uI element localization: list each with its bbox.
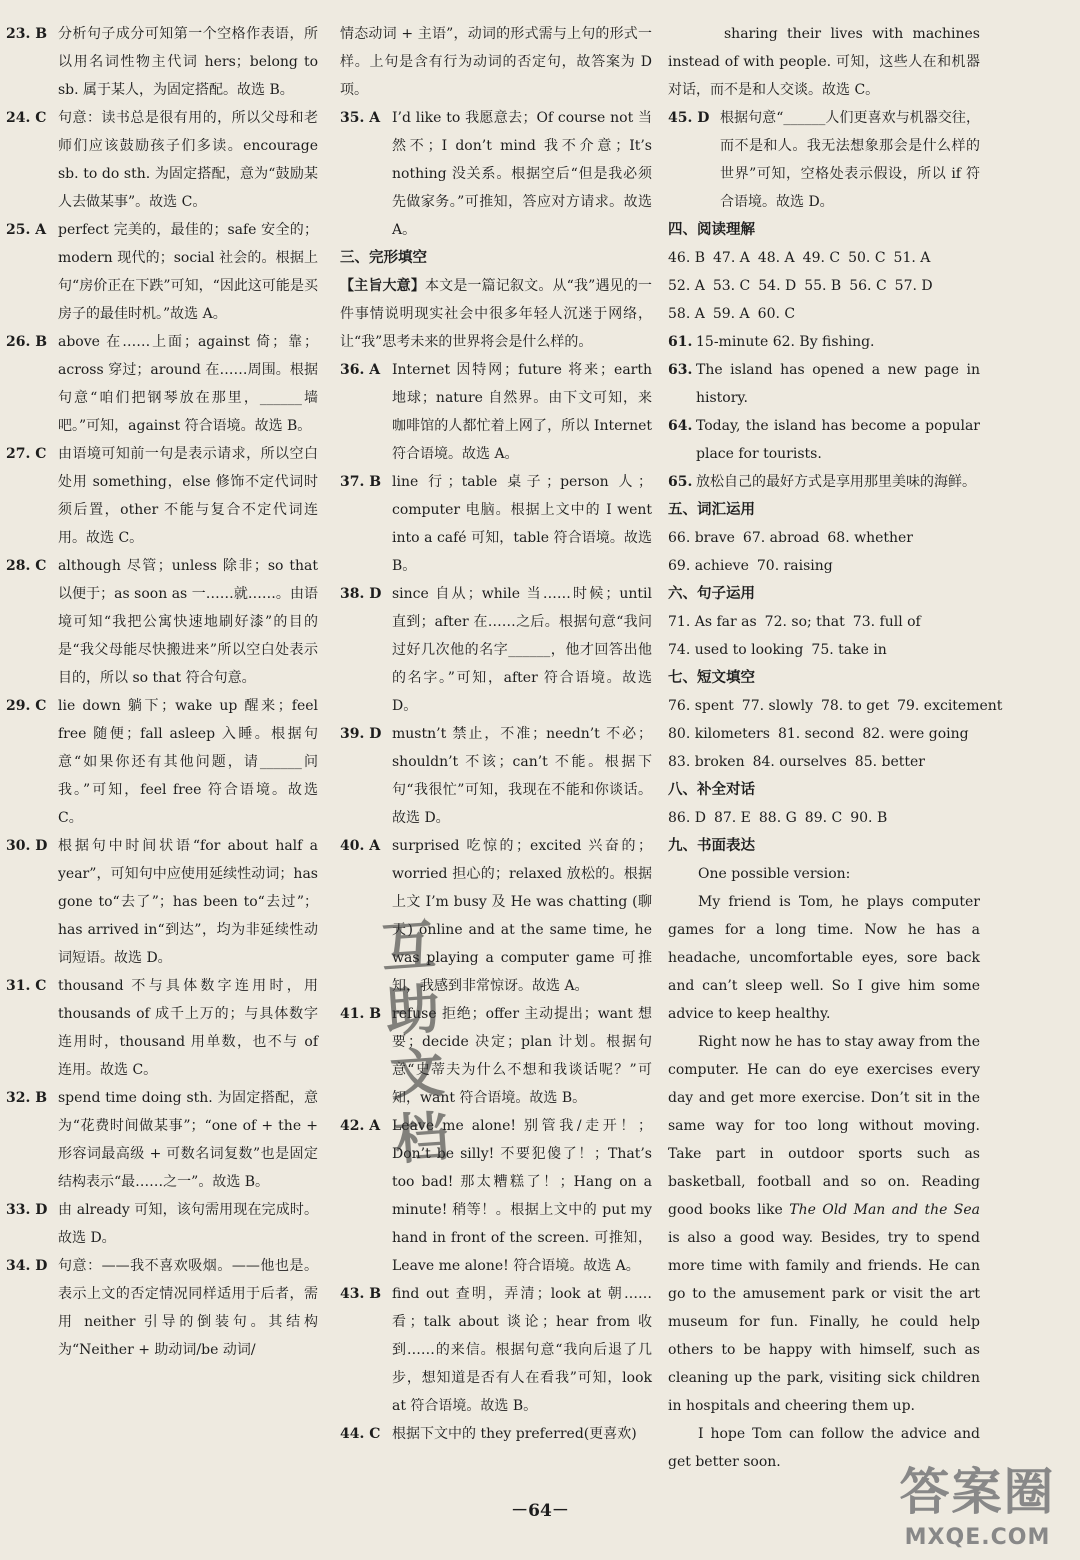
- answer-key: 90. B: [850, 810, 888, 826]
- column-left: [6, 20, 318, 1364]
- answer-row: [668, 244, 980, 272]
- answer-row: [668, 720, 980, 748]
- answer-item: [668, 356, 980, 412]
- explanation-text: 15-minute 62. By fishing.: [696, 334, 875, 350]
- main-idea: [340, 272, 652, 356]
- handwritten-stamp: 互助文档: [379, 913, 451, 1172]
- answer-key: 72. so; that: [764, 614, 845, 630]
- answer-key: 69. achieve: [668, 558, 749, 574]
- answer-key: 87. E: [713, 810, 751, 826]
- logo-text: 答案圈: [899, 1463, 1056, 1521]
- explanation-text: refuse 拒绝；offer 主动提出；want 想要；decide 决定；plan 计划。根据句意“史蒂夫为什么不想和我谈话呢？”可知，want 符合语境。故选 B。: [392, 1006, 652, 1106]
- question-number: 43. B: [340, 1286, 382, 1302]
- answer-item: [340, 1420, 652, 1448]
- explanation-text: 根据句意“______人们更喜欢与机器交往，而不是和人。我无法想象那会是什么样的世界”可知，空格处表示假设，所以 if 符合语境。故选 D。: [720, 110, 980, 210]
- explanation-text: 句意：读书总是很有用的，所以父母和老师们应该鼓励孩子们多读。encourage sb. to do sth. 为固定搭配，意为“鼓励某人去做某事”。故选 C。: [58, 110, 318, 210]
- section-heading-dialogue: 八、补全对话: [668, 781, 755, 798]
- answer-item: [668, 412, 980, 468]
- answer-item: [6, 440, 318, 552]
- answer-item: [340, 356, 652, 468]
- column-middle: [340, 20, 652, 1448]
- answer-key: 53. C: [712, 278, 751, 294]
- main-idea-label: 【主旨大意】: [340, 278, 426, 294]
- question-number: 37. B: [340, 474, 382, 490]
- site-watermark-logo: [880, 1460, 1075, 1560]
- answer-item: [340, 580, 652, 720]
- answer-rows: [668, 692, 1003, 776]
- answer-key: 52. A: [668, 278, 705, 294]
- question-number: 39. D: [340, 726, 382, 742]
- answer-row: [668, 524, 980, 552]
- answer-row: [668, 272, 980, 300]
- answer-key: 74. used to looking: [668, 642, 804, 658]
- section-heading-writing: 九、书面表达: [668, 837, 755, 854]
- answer-list: [668, 328, 980, 496]
- answer-key: 73. full of: [852, 614, 921, 630]
- section-heading-sentences: 六、句子运用: [668, 585, 755, 602]
- answer-rows: [668, 804, 980, 832]
- question-number: 24. C: [6, 110, 47, 126]
- answer-list: [340, 104, 652, 244]
- continued-explanation: sharing their lives with machines instead of with people. 可知，这些人在和机器对话，而不是和人交谈。故选 C。: [668, 26, 980, 98]
- answer-key: 67. abroad: [742, 530, 820, 546]
- answer-row: [668, 636, 980, 664]
- explanation-text: above 在……上面；against 倚；靠；across 穿过；around 在……周围。根据句意“咱们把钢琴放在那里，______墙吧。”可知，against 符合语境。故选 B。: [58, 334, 318, 434]
- answer-item: [340, 720, 652, 832]
- explanation-text: although 尽管；unless 除非；so that 以便于；as soon as 一……就……。由语境可知“我把公寓快速地刷好漆”的目的是“我父母能尽快搬进来”所以空白处表示目的，所以 so that 符合句意。: [58, 558, 318, 686]
- explanation-text: 由语境可知前一句是表示请求，所以空白处用 something，else 修饰不定代词时须后置，other 不能与复合不定代词连用。故选 C。: [58, 446, 318, 546]
- question-number: 44. C: [340, 1426, 381, 1442]
- answer-item: [6, 972, 318, 1084]
- answer-row: [668, 608, 980, 636]
- answer-key: 50. C: [848, 250, 886, 266]
- answer-rows: [668, 244, 980, 328]
- answer-key: 80. kilometers: [668, 726, 770, 742]
- answer-row: [668, 300, 980, 328]
- question-number: 65.: [668, 474, 693, 490]
- answer-item: [668, 328, 980, 356]
- explanation-text: thousand 不与具体数字连用时，用 thousands of 成千上万的；与具体数字连用时，thousand 用单数，也不与 of 连用。故选 C。: [58, 978, 318, 1078]
- answer-key: 54. D: [758, 278, 797, 294]
- answer-key: 84. ourselves: [752, 754, 847, 770]
- question-number: 29. C: [6, 698, 47, 714]
- explanation-text: line 行；table 桌子；person 人；computer 电脑。根据上文中的 I went into a café 可知，table 符合语境。故选 B。: [392, 474, 652, 574]
- answer-rows: [668, 608, 980, 664]
- explanation-text: 由 already 可知，该句需用现在完成时。故选 D。: [58, 1202, 318, 1246]
- answer-item: [6, 20, 318, 104]
- answer-key: 66. brave: [668, 530, 735, 546]
- answer-item: [6, 552, 318, 692]
- answer-item: [340, 1280, 652, 1420]
- explanation-text: Today, the island has become a popular place for tourists.: [696, 418, 980, 462]
- answer-key: 78. to get: [820, 698, 890, 714]
- explanation-text: find out 查明，弄清；look at 朝……看；talk about 谈论；hear from 收到……的来信。根据句意“我向后退了几步，想知道是否有人在看我”可知，look at 符合语境。故选 B。: [392, 1286, 652, 1414]
- answer-item: [6, 104, 318, 216]
- answer-rows: [668, 524, 980, 580]
- answer-key: 57. D: [894, 278, 933, 294]
- explanation-text: lie down 躺下；wake up 醒来；feel free 随便；fall asleep 入睡。根据句意“如果你还有其他问题，请______问我。”可知，feel free 符合语境。故选 C。: [58, 698, 318, 826]
- answer-key: 56. C: [849, 278, 887, 294]
- answer-item: [6, 216, 318, 328]
- answer-key: 79. excitement: [897, 698, 1003, 714]
- explanation-text: since 自从；while 当……时候；until 直到；after 在……之后。根据句意“我问过好几次他的名字______，他才回答出他的名字。”可知，after 符合语境。故选 D。: [392, 586, 652, 714]
- essay-paragraph: My friend is Tom, he plays computer games for a long time. Now he has a headache, uncomfortable eyes, sore back and can’t sleep well. So I give him some advice to keep healthy.: [668, 894, 980, 1022]
- answer-item: [6, 1196, 318, 1252]
- question-number: 27. C: [6, 446, 47, 462]
- answer-key: 83. broken: [668, 754, 745, 770]
- explanation-text: 句意：——我不喜欢吸烟。——他也是。表示上文的否定情况同样适用于后者，需用 neither 引导的倒装句。其结构为“Neither + 助动词/be 动词/: [58, 1258, 318, 1358]
- answer-key: 89. C: [804, 810, 843, 826]
- answer-key: 60. C: [757, 306, 796, 322]
- explanation-text: spend time doing sth. 为固定搭配，意为“花费时间做某事”；“one of + the + 形容词最高级 + 可数名词复数”也是固定结构表示“最……之一”。故选 B。: [58, 1090, 318, 1190]
- answer-key: 81. second: [777, 726, 855, 742]
- explanation-text: The island has opened a new page in history.: [696, 362, 980, 406]
- question-number: 64.: [668, 418, 693, 434]
- essay-paragraph: I hope Tom can follow the advice and get better soon.: [668, 1426, 980, 1470]
- question-number: 45. D: [668, 110, 710, 126]
- answer-item: [6, 328, 318, 440]
- answer-list: [668, 104, 980, 216]
- question-number: 41. B: [340, 1006, 382, 1022]
- explanation-text: 分析句子成分可知第一个空格作表语，所以用名词性物主代词 hers；belong to sb. 属于某人，为固定搭配。故选 B。: [58, 26, 318, 98]
- question-number: 26. B: [6, 334, 48, 350]
- answer-key: 55. B: [804, 278, 842, 294]
- answer-key: 76. spent: [668, 698, 734, 714]
- answer-item: [668, 468, 980, 496]
- answer-row: [668, 804, 980, 832]
- section-heading-reading: 四、阅读理解: [668, 221, 755, 238]
- explanation-text: mustn’t 禁止，不准；needn’t 不必；shouldn’t 不该；can’t 不能。根据下句“我很忙”可知，我现在不能和你谈话。故选 D。: [392, 726, 652, 826]
- explanation-text: 根据句中时间状语“for about half a year”，可知句中应使用延续性动词；has gone to“去了”；has been to“去过”；has arrived in“到达”，均为非延续性动词短语。故选 D。: [58, 838, 318, 966]
- answer-key: 59. A: [712, 306, 750, 322]
- question-number: 31. C: [6, 978, 47, 994]
- logo-url: MXQE.COM: [904, 1525, 1051, 1550]
- answer-key: 71. As far as: [668, 614, 757, 630]
- answer-key: 48. A: [757, 250, 795, 266]
- essay-text: is also a good way. Besides, try to spend more time with family and friends. He can go to the amusement park or visit the art museum for fun. Finally, he could help others to be happy with himself, such as cleaning up the park, visiting sick children in hospitals and cheering them up.: [668, 1230, 980, 1414]
- section-heading-vocabulary: 五、词汇运用: [668, 501, 755, 518]
- explanation-text: 放松自己的最好方式是享用那里美味的海鲜。: [696, 474, 976, 490]
- question-number: 25. A: [6, 222, 47, 238]
- section-heading-passage-fill: 七、短文填空: [668, 669, 755, 686]
- essay-intro: One possible version:: [698, 866, 851, 882]
- question-number: 36. A: [340, 362, 381, 378]
- continued-explanation: 情态动词 + 主语”，动词的形式需与上句的形式一样。上句是含有行为动词的否定句，故答案为 D 项。: [340, 26, 652, 98]
- explanation-text: surprised 吃惊的；excited 兴奋的；worried 担心的；relaxed 放松的。根据上文 I’m busy 及 He was chatting (聊天) online and at the same time, he was playing a computer game 可推知，我感到非常惊讶。故选 A。: [392, 838, 652, 994]
- answer-item: [6, 1084, 318, 1196]
- question-number: 35. A: [340, 110, 381, 126]
- essay-paragraph: [668, 1028, 980, 1420]
- question-number: 42. A: [340, 1118, 381, 1134]
- question-number: 32. B: [6, 1090, 48, 1106]
- question-number: 33. D: [6, 1202, 48, 1218]
- question-number: 34. D: [6, 1258, 48, 1274]
- question-number: 28. C: [6, 558, 47, 574]
- answer-row: [668, 692, 1003, 720]
- answer-key: 86. D: [668, 810, 706, 826]
- answer-key: 85. better: [854, 754, 925, 770]
- explanation-text: Leave me alone! 别管我/走开！；Don’t be silly! 不要犯傻了！；That’s too bad! 那太糟糕了！；Hang on a minute! 稍等！。根据上文中的 put my hand in front of the screen. 可推知，Leave me alone! 符合语境。故选 A。: [392, 1118, 652, 1274]
- question-number: 40. A: [340, 838, 381, 854]
- answer-list: [340, 356, 652, 1448]
- answer-item: [6, 1252, 318, 1364]
- answer-key: 77. slowly: [741, 698, 813, 714]
- answer-item: [668, 104, 980, 216]
- answer-key: 46. B: [668, 250, 706, 266]
- explanation-text: I’d like to 我愿意去；Of course not 当然不；I don’t mind 我不介意；It’s nothing 没关系。根据空后“但是我必须先做家务。”可推知，答应对方请求。故选 A。: [392, 110, 652, 238]
- question-number: 30. D: [6, 838, 48, 854]
- answer-item: [340, 468, 652, 580]
- answer-item: [6, 692, 318, 832]
- answer-key: 75. take in: [811, 642, 887, 658]
- answer-item: [6, 832, 318, 972]
- main-idea-text: 本文是一篇记叙文。从“我”遇见的一件事情说明现实社会中很多年轻人沉迷于网络，让“我”思考未来的世界将会是什么样的。: [340, 278, 652, 350]
- answer-key: 47. A: [713, 250, 750, 266]
- answer-row: [668, 552, 980, 580]
- answer-key: 70. raising: [756, 558, 833, 574]
- answer-key: 51. A: [893, 250, 931, 266]
- explanation-text: perfect 完美的，最佳的；safe 安全的；modern 现代的；social 社会的。根据上句“房价正在下跌”可知，“因此这可能是买房子的最佳时机。”故选 A。: [58, 222, 318, 322]
- answer-key: 88. G: [758, 810, 797, 826]
- book-title: The Old Man and the Sea: [789, 1202, 981, 1218]
- question-number: 61.: [668, 334, 693, 350]
- answer-key: 82. were going: [862, 726, 969, 742]
- answer-row: [668, 748, 980, 776]
- answer-key: 68. whether: [827, 530, 913, 546]
- explanation-text: 根据下文中的 they preferred(更喜欢): [392, 1426, 637, 1442]
- page-number: －64－: [511, 1501, 569, 1521]
- answer-key: 58. A: [668, 306, 705, 322]
- question-number: 23. B: [6, 26, 48, 42]
- section-heading-cloze: 三、完形填空: [340, 249, 427, 266]
- explanation-text: Internet 因特网；future 将来；earth 地球；nature 自然界。由下文可知，来咖啡馆的人都忙着上网了，所以 Internet 符合语境。故选 A。: [392, 362, 652, 462]
- answer-key: 49. C: [802, 250, 841, 266]
- answer-item: [340, 104, 652, 244]
- essay-text: Right now he has to stay away from the computer. He can do eye exercises every day and get more exercise. Don’t sit in the same way for too long without moving. Take part in outdoor sports such as basketball, football and so on. Reading good books like: [668, 1034, 980, 1218]
- question-number: 63.: [668, 362, 693, 378]
- question-number: 38. D: [340, 586, 382, 602]
- column-right: [668, 20, 1003, 1476]
